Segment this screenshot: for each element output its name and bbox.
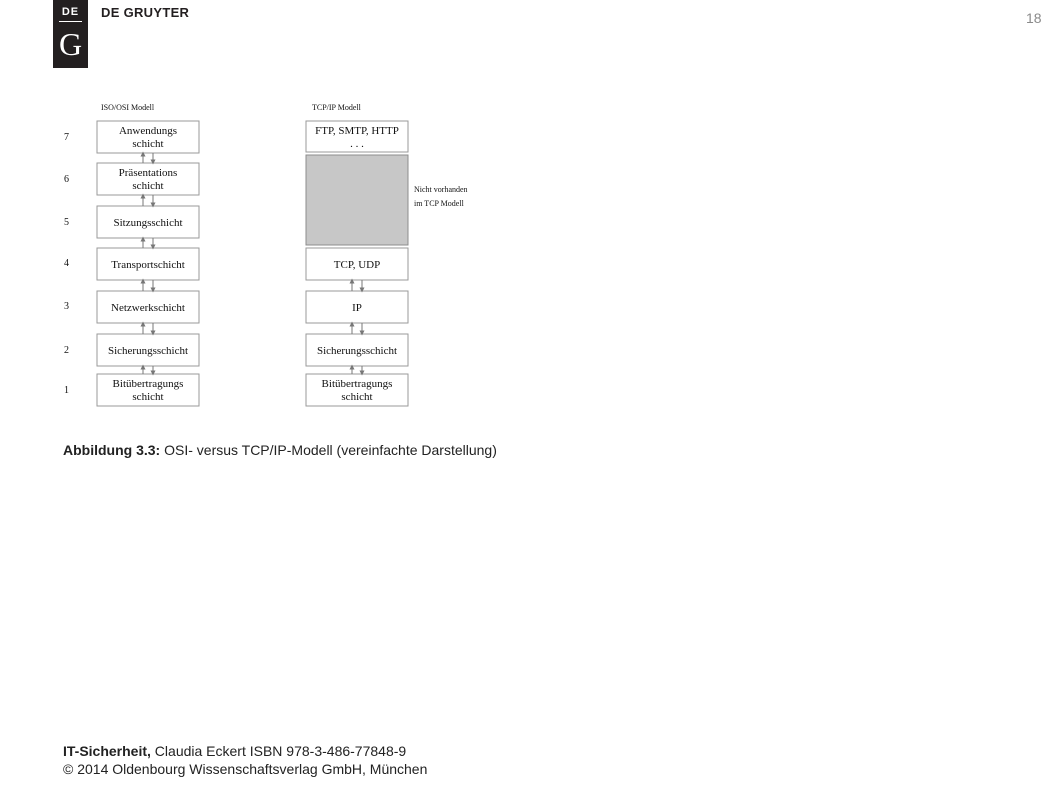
osi-layer xyxy=(97,374,199,406)
tcp-layer-label: Sicherungsschicht xyxy=(316,345,398,357)
osi-model-title: ISO/OSI Modell xyxy=(101,103,155,112)
tcp-layer-stack xyxy=(306,121,408,406)
tcp-layer-label: TCP, UDP xyxy=(333,259,381,271)
osi-layer-label: Netzwerkschicht xyxy=(111,302,185,314)
layer-number: 6 xyxy=(64,174,69,185)
tcp-layer-label: FTP, SMTP, HTTP xyxy=(315,125,399,137)
tcp-layer xyxy=(306,155,408,245)
figure-caption xyxy=(63,442,497,458)
book-title: IT-Sicherheit, xyxy=(63,743,151,759)
tcp-layer-label: Bitübertragungs xyxy=(321,378,393,390)
osi-layer xyxy=(97,163,199,195)
tcp-model-title: TCP/IP Modell xyxy=(312,103,361,112)
missing-note-line-1: Nicht vorhanden xyxy=(414,185,468,194)
layer-number: 1 xyxy=(64,385,69,396)
layer-number: 2 xyxy=(64,345,69,356)
book-isbn: Claudia Eckert ISBN 978-3-486-77848-9 xyxy=(150,743,407,759)
layer-number: 3 xyxy=(64,301,69,312)
osi-layer-label: Präsentations xyxy=(118,167,178,179)
logo-top-text: DE xyxy=(61,6,80,18)
tcp-layer xyxy=(306,374,408,406)
osi-layer-label: Bitübertragungs xyxy=(112,378,184,390)
page-number: 18 xyxy=(1026,10,1042,26)
osi-layer xyxy=(97,291,199,323)
tcp-layer xyxy=(306,248,408,280)
missing-note-line-2: im TCP Modell xyxy=(414,199,464,208)
tcp-layer xyxy=(306,334,408,366)
tcp-layer xyxy=(306,291,408,323)
tcp-layer-label: . . . xyxy=(350,138,364,150)
book-citation xyxy=(63,742,427,778)
osi-layer xyxy=(97,248,199,280)
publisher-name: DE GRUYTER xyxy=(101,5,190,20)
tcp-layer-label: IP xyxy=(352,302,362,314)
caption-label: Abbildung 3.3: xyxy=(63,442,161,458)
citation-line xyxy=(63,742,427,760)
caption-text: OSI- versus TCP/IP-Modell (vereinfachte Darstellung) xyxy=(160,442,497,458)
layer-number: 4 xyxy=(64,258,69,269)
osi-layer xyxy=(97,121,199,153)
logo-g-text: G xyxy=(58,26,83,62)
osi-layer-label: schicht xyxy=(132,180,164,192)
osi-layer xyxy=(97,334,199,366)
layer-number: 5 xyxy=(64,217,69,228)
osi-layer-label: schicht xyxy=(132,138,164,150)
osi-layer-label: Sitzungsschicht xyxy=(113,217,183,229)
osi-layer-label: Anwendungs xyxy=(118,125,178,137)
copyright-line: © 2014 Oldenbourg Wissenschaftsverlag GmbH, München xyxy=(63,761,428,777)
osi-layer-label: Transportschicht xyxy=(111,259,185,271)
tcp-layer-box xyxy=(306,155,408,245)
layer-number: 7 xyxy=(64,132,69,143)
osi-layer-stack xyxy=(97,121,199,406)
tcp-layer-label: schicht xyxy=(341,391,373,403)
layer-numbers xyxy=(64,132,69,396)
osi-layer-label: schicht xyxy=(132,391,164,403)
tcp-layer xyxy=(306,121,408,152)
osi-layer-label: Sicherungsschicht xyxy=(107,345,189,357)
osi-layer xyxy=(97,206,199,238)
